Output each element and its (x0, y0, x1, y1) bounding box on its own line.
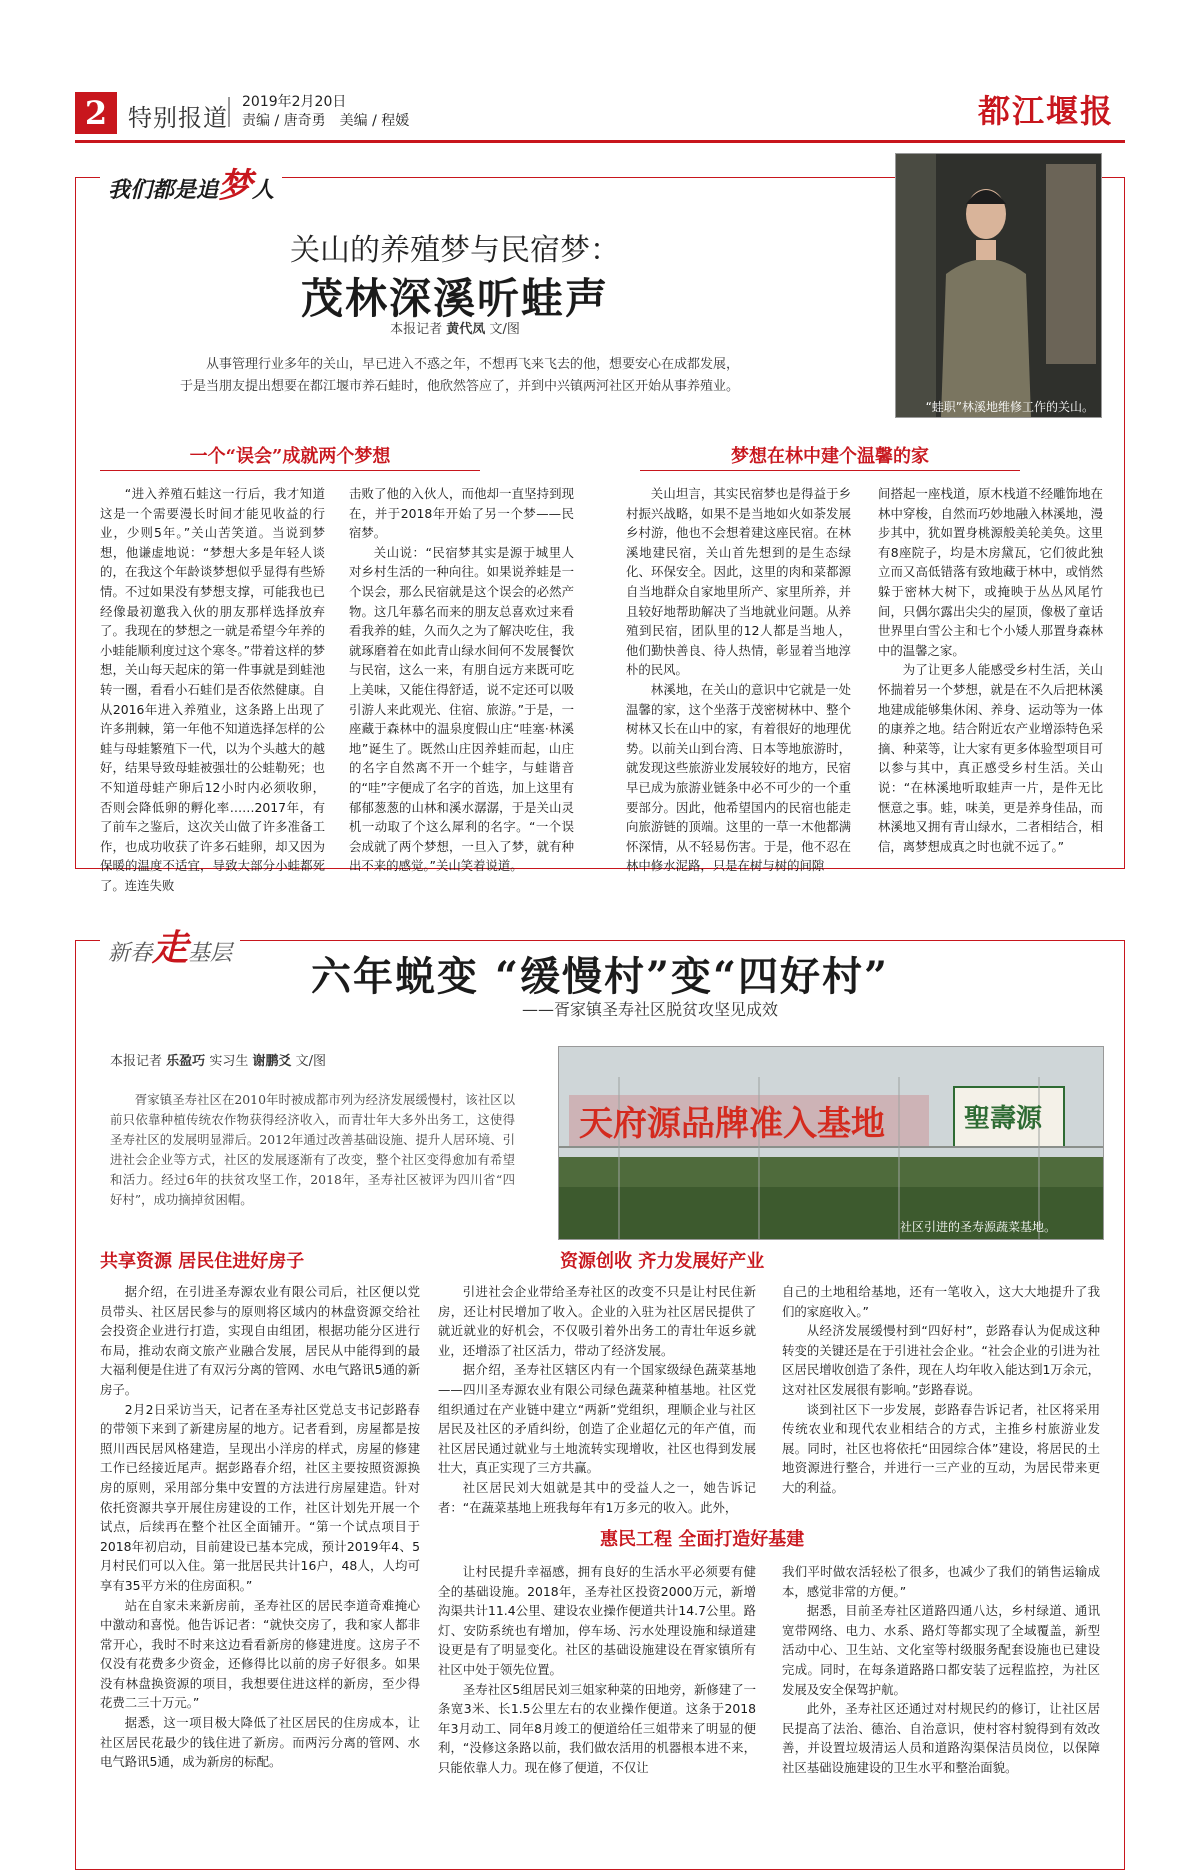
paragraph: 关山坦言，其实民宿梦也是得益于乡村振兴战略，如果不是当地如火如荼发展乡村游，他也不会想着建这座民宿。在林溪地建民宿，关山首先想到的是生态绿化、环保安全。因此，这里的肉和菜都源自当地群众自家地里所产、家里所养，并且较好地帮助解决了当地就业问题。从养殖到民宿，团队里的12人都是当地人，他们勤快善良、待人热情，彰显着当地淳朴的民风。 (626, 486, 851, 678)
paragraph: 站在自家未来新房前，圣寿社区的居民李道奇难掩心中激动和喜悦。他告诉记者：“就快交房了，我和家人都非常开心，我时不时来这边看看新房的修建进度。这房子不仅没有花费多少资金，还修得比以前的房子好很多。如果没有林盘换资源的项目，我想要住进这样的新房，至少得花费二三十万元。” (100, 1597, 420, 1711)
article2-photo-caption: 社区引进的圣寿源蔬菜基地。 (900, 1220, 1057, 1234)
issue-date: 2019年2月20日 (242, 94, 347, 110)
article1-kicker (100, 158, 282, 207)
byline-name: 乐盈巧 (166, 1054, 206, 1069)
paragraph: 为了让更多人能感受乡村生活，关山怀揣着另一个梦想，就是在不久后把林溪地建成能够集休闲、养身、运动等为一体的康养之地。结合附近农产业增添特色采摘、种菜等，让大家有更多体验型项目可以参与其中，真正感受乡村生活。关山说：“在林溪地听取蛙声一片，是件无比惬意之事。蛙，味美，更是养身佳品，而林溪地又拥有青山绿水，二者相结合，相信，离梦想成真之时也就不远了。” (878, 662, 1103, 854)
article2-subhead-3: 惠民工程 全面打造好基建 (600, 1529, 805, 1550)
paragraph: 据介绍，圣寿社区辖区内有一个国家级绿色蔬菜基地——四川圣寿源农业有限公司绿色蔬菜种植基地。社区党组织通过在产业链中建立“两新”党组织，理顺企业与社区居民及社区的矛盾纠纷，创造了企业超亿元的年产值，而社区居民通过就业与土地流转实现增收，社区也得到发展壮大，真正实现了三方共赢。 (438, 1362, 756, 1476)
paragraph: 此外，圣寿社区还通过对村规民约的修订，让社区居民提高了法治、德治、自治意识，使村容村貌得到有效改善，并设置垃圾清运人员和道路沟渠保洁员岗位，以保障社区基础设施建设的卫生水平和整治面貌。 (782, 1701, 1100, 1775)
article1-column-1 (100, 484, 325, 895)
article2-column-2 (438, 1282, 756, 1517)
kicker-text-red: 梦 (218, 166, 253, 206)
editor-credits: 责编 / 唐奇勇 美编 / 程媛 (242, 113, 410, 129)
paragraph: 据介绍，在引进圣寿源农业有限公司后，社区便以党员带头、社区居民参与的原则将区域内的林盘资源交给社会投资企业进行打造，实现自由组团，根据功能分区进行布局，推动农商文旅产业融合发展，居民从中能得到的最大福利便是住进了有双污分离的管网、水电气路讯5通的新房子。 (100, 1284, 420, 1397)
paragraph: 从经济发展缓慢村到“四好村”，彭路春认为促成这种转变的关键还是在于引进社会企业。“社会企业的引进为社区居民增收创造了条件，现在人均年收入能达到1万余元，这对社区发展很有影响。”彭路春说。 (782, 1323, 1100, 1397)
article2-lead: 胥家镇圣寿社区在2010年时被成都市列为经济发展缓慢村，该社区以前只依靠种植传统农作物获得经济收入，而青壮年大多外出务工，这使得圣寿社区的发展明显滞后。2012年通过改善基础设施、提升人居环境、引进社会企业等方式，社区的发展逐渐有了改变，整个社区变得愈加有希望和活力。经过6年的扶贫攻坚工作，2018年，圣寿社区被评为四川省“四好村”，成功摘掉贫困帽。 (110, 1092, 515, 1207)
paragraph: 关山说：“民宿梦其实是源于城里人对乡村生活的一种向往。如果说养蛙是一个误会，那么民宿就是这个误会的必然产物。这几年慕名而来的朋友总喜欢过来看看我养的蛙，久而久之为了解决吃住，我就琢磨着在如此青山绿水间何不发展餐饮与民宿，这么一来，有朋自远方来既可吃上美味，又能住得舒适，说不定还可以吸引游人来此观光、住宿、旅游。”于是，一座藏于森林中的温泉度假山庄“哇塞·林溪地”诞生了。既然山庄因养蛙而起，山庄的名字自然离不开一个蛙字，与蛙谐音的“哇”字便成了名字的首选，加上这里有郁郁葱葱的山林和溪水潺潺，于是关山灵机一动取了个这么犀利的名字。“一个误会成就了两个梦想，一旦入了梦，就有种出不来的感觉。”关山笑着说道。 (349, 544, 574, 874)
byline-name: 谢鹏爻 (252, 1054, 292, 1069)
article2-subheadline: ——胥家镇圣寿社区脱贫攻坚见成效 (521, 1000, 778, 1019)
paragraph: 间搭起一座栈道，原木栈道不经雕饰地在林中穿梭，自然而巧妙地融入林溪地，漫步其中，犹如置身桃源般美轮美奂。这里有8座院子，均是木房黛瓦，它们彼此独立而又高低错落有致地藏于林中，或悄然躲于密林大树下，或掩映于丛丛风尾竹间，只偶尔露出尖尖的屋顶，像极了童话世界里白雪公主和七个小矮人那置身森林中的温馨之家。 (878, 486, 1103, 658)
kicker-text-red: 走 (152, 928, 189, 969)
portrait-illustration (896, 154, 1101, 417)
subhead-2-rule (640, 470, 1020, 471)
paragraph: 林溪地，在关山的意识中它就是一处温馨的家，这个坐落于茂密树林中、整个树林又长在山中的家，有着很好的地理优势。以前关山到台湾、日本等地旅游时，就发现这些旅游业发展较好的地方，民宿早已成为旅游业链条中必不可少的一个重要部分。因此，他希望国内的民宿也能走向旅游链的顶端。这里的一草一木他都满怀深情，从不轻易伤害。于是，他不忍在林中修水泥路，只是在树与树的间隙 (626, 681, 851, 874)
article2-subhead-1: 共享资源 居民住进好房子 (100, 1251, 305, 1272)
kicker-text-post: 基层 (188, 941, 233, 966)
byline-suffix: 文/图 (489, 322, 520, 337)
kicker-text-pre: 我们都是追 (108, 178, 219, 203)
article1-headline: 茂林深溪听蛙声 (300, 274, 609, 323)
kicker-text-post: 人 (252, 178, 275, 203)
paragraph: 谈到社区下一步发展，彭路春告诉记者，社区将采用传统农业和现代农业相结合的方式，主推乡村旅游业发展。同时，社区也将依托“田园综合体”建设，将居民的土地资源进行整合，并进行一三产业的互动，为居民带来更大的利益。 (782, 1401, 1100, 1495)
article2-byline (110, 1050, 326, 1069)
byline-label: 本报记者 (110, 1054, 163, 1069)
subhead-1-rule (100, 470, 480, 471)
article2-column-3 (782, 1282, 1100, 1498)
paragraph: 我们平时做农活轻松了很多，也减少了我们的销售运输成本，感觉非常的方便。” (782, 1564, 1100, 1599)
article2-headline: 六年蜕变 “缓慢村”变“四好村” (311, 953, 889, 1000)
logo-text: 聖壽源 (964, 1104, 1043, 1134)
paragraph: 据悉，这一项目极大降低了社区居民的住房成本，让社区居民花最少的钱住进了新房。而两污分离的管网、水电气路讯5通，成为新房的标配。 (100, 1715, 420, 1770)
page-number: 2 (75, 92, 117, 134)
paragraph: “进入养殖石蛙这一行后，我才知道这是一个需要漫长时间才能见收益的行业，少则5年。”关山苦笑道。当说到梦想，他谦虚地说：“梦想大多是年轻人谈的，在我这个年龄谈梦想似乎显得有些矫情。不过如果没有梦想支撑，可能我也已经像最初邀我入伙的朋友那样选择放弃了。我现在的梦想之一就是希望今年养的小蛙能顺利度过这个寒冬。”带着这样的梦想，关山每天起床的第一件事就是到蛙池转一圈，看看小石蛙们是否依然健康。自从2016年进入养殖业，这条路上出现了许多荆棘，第一年他不知道选择怎样的公蛙与母蛙繁殖下一代，以为个头越大的越好，结果导致母蛙被强壮的公蛙勒死；也不知道母蛙产卵后12小时内必须收卵，否则会降低卵的孵化率……2017年，有了前车之鉴后，这次关山做了许多准备工作，也成功收获了许多石蛙卵，却又因为保暖的温度不适宜，导致大部分小蛙都死了。连连失败 (100, 486, 325, 893)
paragraph: 据悉，目前圣寿社区道路四通八达，乡村绿道、通讯宽带网络、电力、水系、路灯等都实现了全域覆盖，新型活动中心、卫生站、文化室等村级服务配套设施也已建设完成。同时，在每条道路路口都安装了远程监控，为社区发展及安全保驾护航。 (782, 1603, 1100, 1697)
article1-photo-caption: “蛙职”林溪地维修工作的关山。 (925, 400, 1094, 414)
article1-column-4 (878, 484, 1103, 856)
article2-column-4 (438, 1562, 756, 1778)
section-title: 特别报道 (128, 104, 228, 132)
byline-suffix: 文/图 (295, 1054, 327, 1069)
article1-subhead-1: 一个“误会”成就两个梦想 (189, 446, 391, 467)
byline-label: 本报记者 (390, 322, 443, 337)
masthead-divider (228, 97, 230, 127)
paragraph: 自己的土地租给基地，还有一笔收入，这大大地提升了我们的家庭收入。” (782, 1284, 1100, 1319)
article1-subhead-2: 梦想在林中建个温馨的家 (731, 446, 929, 467)
paragraph: 击败了他的入伙人，而他却一直坚持到现在，并于2018年开始了另一个梦——民宿梦。 (349, 486, 574, 541)
paragraph: 圣寿社区5组居民刘三姐家种菜的田地旁，新修建了一条宽3米、长1.5公里左右的农业操作便道。这条于2018年3月动工、同年8月竣工的便道给任三姐带来了明显的便利，“没修这条路以前，我们做农活用的机器根本进不来，只能依靠人力。现在修了便道，不仅让 (438, 1681, 756, 1775)
article2-column-1 (100, 1282, 420, 1772)
byline-name: 黄代凤 (446, 322, 486, 337)
article1-headline-upper: 关山的养殖梦与民宿梦： (290, 233, 620, 268)
article2-column-5 (782, 1562, 1100, 1778)
sign-text: 天府源品牌准入基地 (579, 1104, 885, 1144)
paragraph: 2月2日采访当天，记者在圣寿社区党总支书记彭路春的带领下来到了新建房屋的地方。记者看到，房屋都是按照川西民居风格建造，呈现出小洋房的样式，房屋的修建工作已经接近尾声。据彭路春介绍，社区主要按照资源换房的原则，采用部分集中安置的方法进行房屋建造。针对依托资源共享开展住房建设的工作，社区计划先开展一个试点，后续再在整个社区全面铺开。“第一个试点项目于2018年初启动，目前建设已基本完成，预计2019年4、5月村民们可以入住。第一批居民共计16户，48人，人均可享有35平方米的住房面积。” (100, 1401, 420, 1593)
paper-logo: 都江堰报 (977, 92, 1114, 130)
masthead-rule (75, 140, 1125, 143)
article1-lead: 从事管理行业多年的关山，早已进入不惑之年，不想再飞来飞去的他，想要安心在成都发展，于是当朋友提出想要在都江堰市养石蛙时，他欣然答应了，并到中兴镇两河社区开始从事养殖业。 (180, 357, 740, 394)
paragraph: 引进社会企业带给圣寿社区的改变不只是让村民住新房，还让村民增加了收入。企业的入驻为社区居民提供了就近就业的好机会，不仅吸引着外出务工的青壮年返乡就业，还增添了社区活力，带动了经济发展。 (438, 1284, 756, 1358)
byline-label: 实习生 (209, 1054, 249, 1069)
article2-photo (558, 1046, 1104, 1240)
article1-byline (230, 318, 680, 337)
kicker-text-pre: 新春 (108, 941, 153, 966)
article1-column-3 (626, 484, 851, 876)
paragraph: 让村民提升幸福感，拥有良好的生活水平必须要有健全的基础设施。2018年，圣寿社区投资2000万元，新增沟渠共计11.4公里、建设农业操作便道共计14.7公里。路灯、安防系统也有增加，停车场、污水处理设施和绿道建设更是有了明显变化。社区的基础设施建设在胥家镇所有社区中处于领先位置。 (438, 1564, 756, 1677)
paragraph: 社区居民刘大姐就是其中的受益人之一，她告诉记者：“在蔬菜基地上班我每年有1万多元的收入。此外， (438, 1479, 756, 1515)
article2-subhead-2: 资源创收 齐力发展好产业 (560, 1251, 765, 1272)
article1-column-2 (349, 484, 574, 876)
article1-photo (895, 153, 1102, 418)
farm-illustration (559, 1047, 1103, 1239)
